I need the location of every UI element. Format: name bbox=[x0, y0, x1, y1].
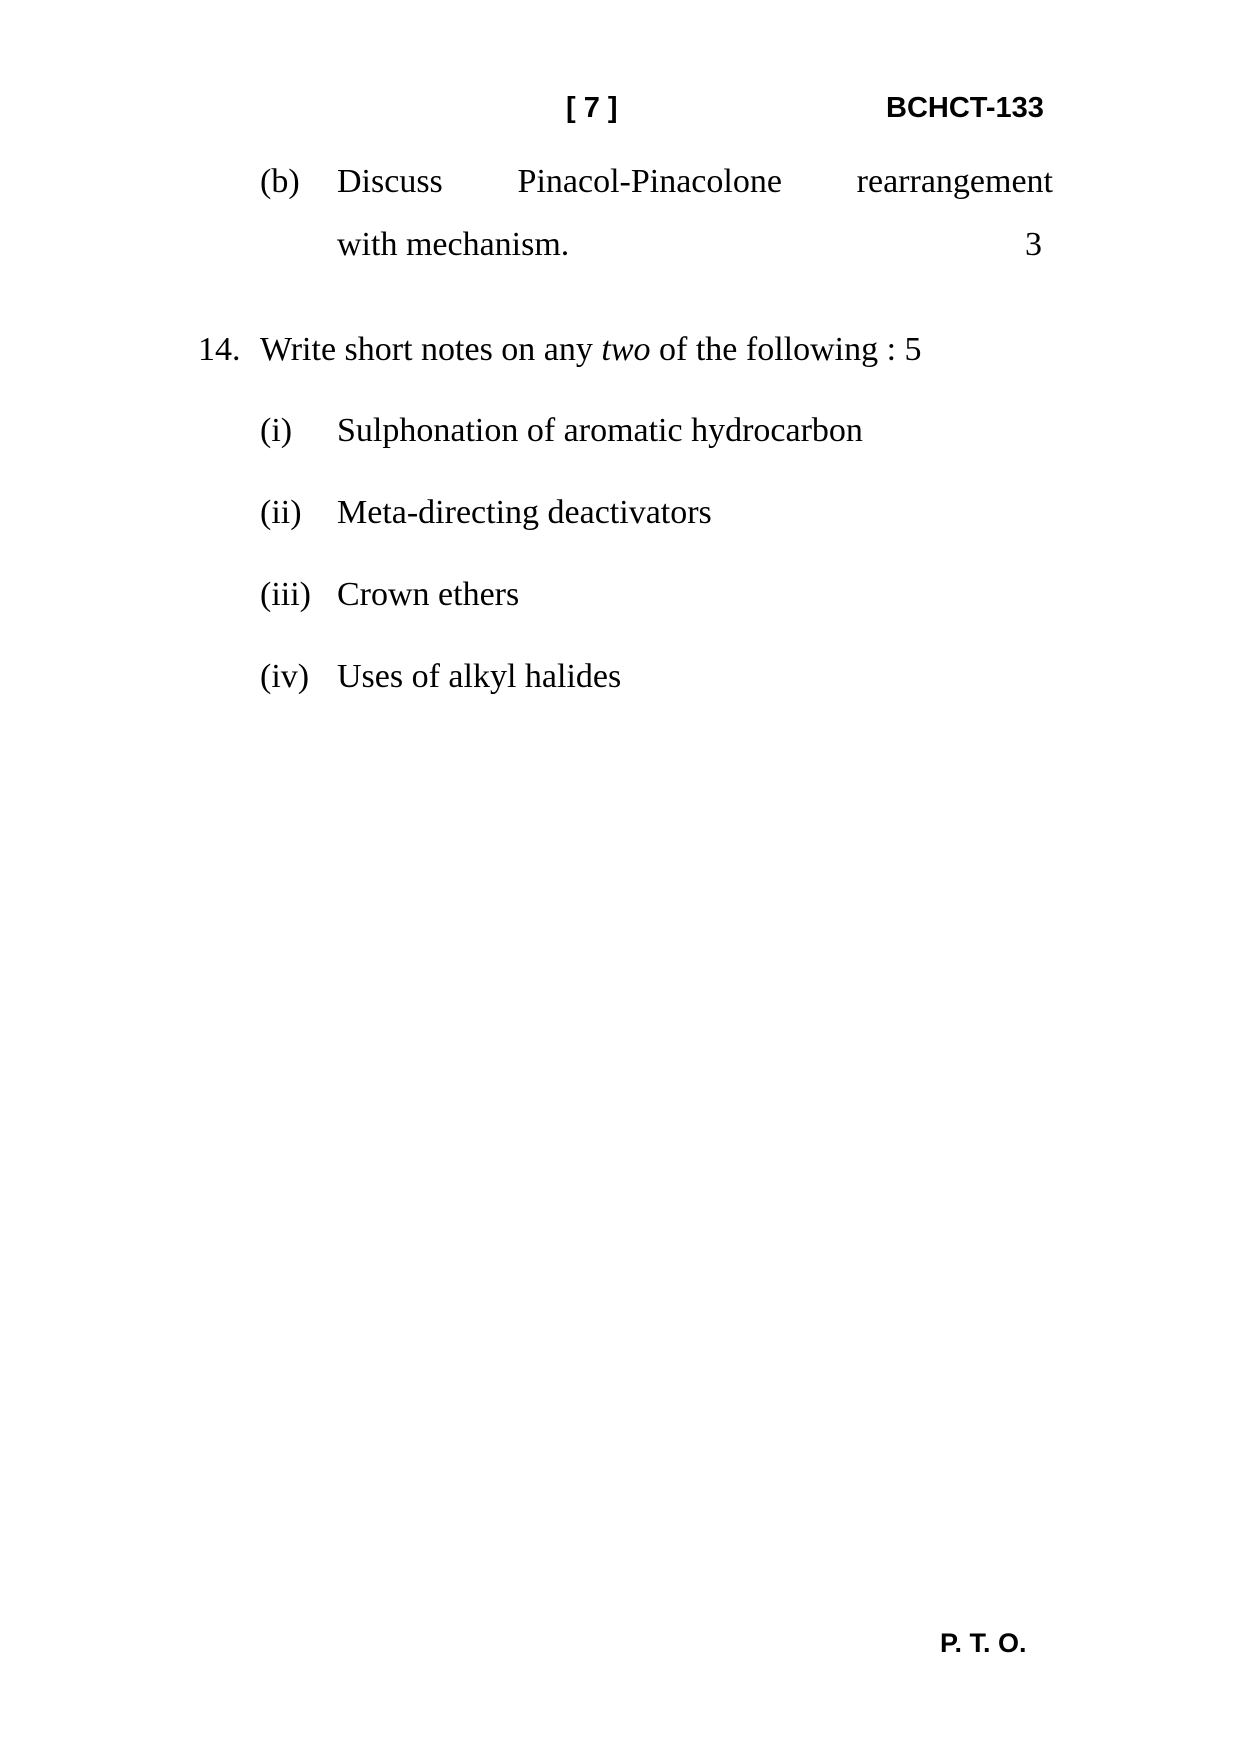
option-text: Sulphonation of aromatic hydrocarbon bbox=[337, 412, 863, 449]
question-text-end: of the following : 5 bbox=[650, 331, 922, 368]
part-b-text-line-2: with mechanism. bbox=[337, 226, 570, 263]
paper-code: BCHCT-133 bbox=[886, 92, 1044, 124]
option-text: Meta-directing deactivators bbox=[337, 494, 712, 531]
option-text: Uses of alkyl halides bbox=[337, 658, 622, 695]
marks: 3 bbox=[1025, 226, 1042, 263]
option-label: (i) bbox=[260, 412, 293, 449]
part-label: (b) bbox=[260, 163, 300, 200]
option-text: Crown ethers bbox=[337, 576, 520, 613]
option-label: (iii) bbox=[260, 576, 311, 613]
please-turn-over: P. T. O. bbox=[940, 1628, 1027, 1658]
option-label: (iv) bbox=[260, 658, 310, 695]
question-text-start: Write short notes on any bbox=[260, 331, 602, 368]
question-text bbox=[260, 333, 922, 367]
page-number: [ 7 ] bbox=[566, 92, 618, 124]
question-number: 14. bbox=[198, 331, 241, 368]
question-text-emphasis: two bbox=[601, 331, 651, 368]
option-label: (ii) bbox=[260, 494, 302, 531]
part-b-text-line-1: Discuss Pinacol-Pinacolone rearrangement bbox=[337, 163, 1053, 200]
